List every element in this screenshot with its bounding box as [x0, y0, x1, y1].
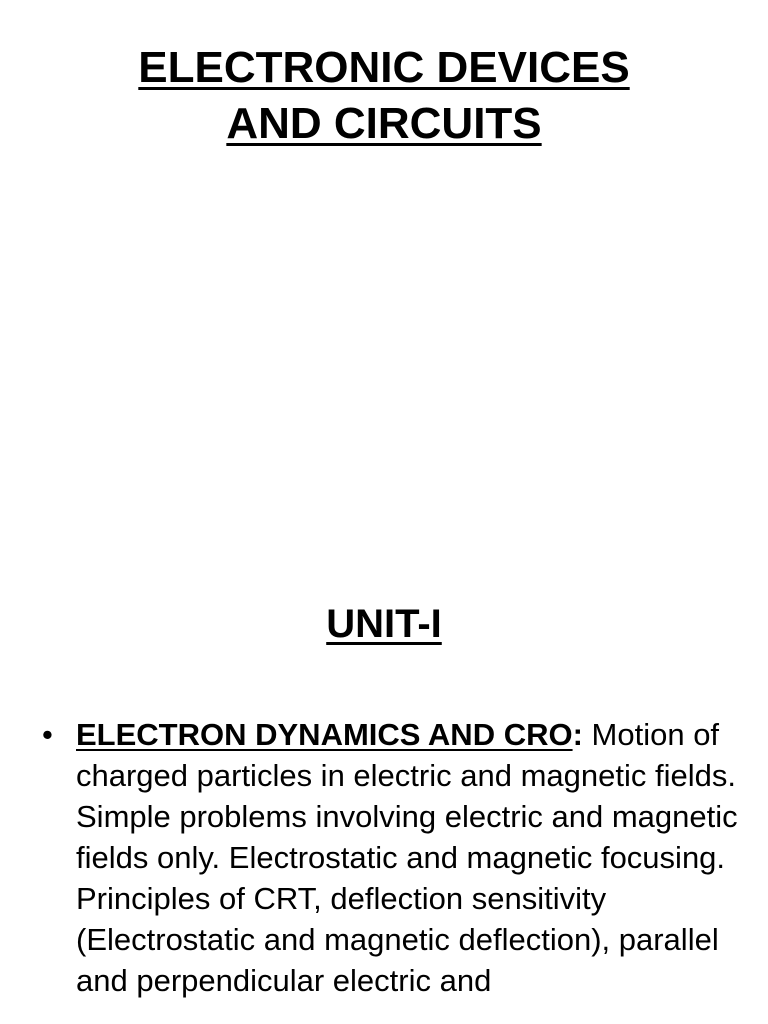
topic-title: ELECTRON DYNAMICS AND CRO [76, 717, 573, 752]
bullet-icon: • [42, 717, 53, 752]
topic-list [40, 714, 740, 1001]
topic-colon: : [572, 717, 583, 752]
document-title [0, 40, 768, 152]
title-line-1: ELECTRONIC DEVICES [138, 43, 630, 92]
title-line-2: AND CIRCUITS [226, 99, 542, 148]
unit-heading [0, 598, 768, 650]
topic-body: Motion of charged particles in electric and magnetic fields. Simple problems involving electric and magnetic fields only. Electrostatic and magnetic focusing. Principles of CRT, deflection sensitivity (Electrostatic and magnetic deflection), parallel and perpendicular electric and [76, 717, 738, 998]
unit-heading-text: UNIT-I [326, 602, 442, 646]
topic-item [40, 714, 740, 1001]
